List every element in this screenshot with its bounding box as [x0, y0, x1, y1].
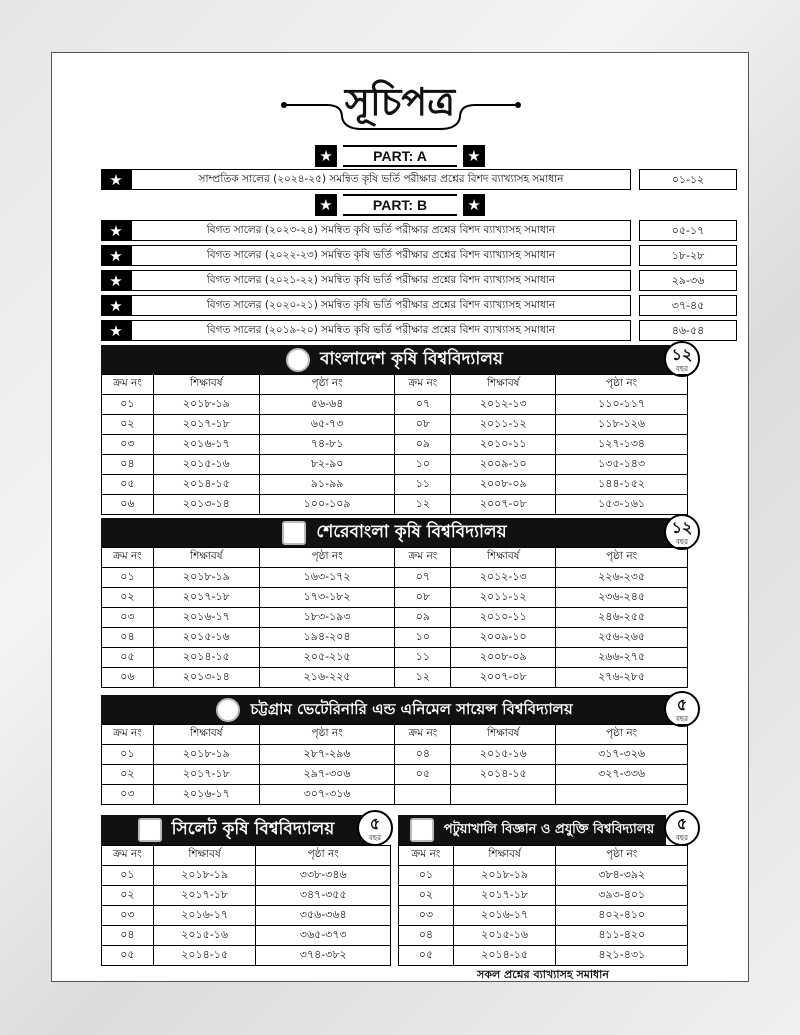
column-header: পৃষ্ঠা নং — [556, 725, 688, 745]
part-a-label: PART: A — [343, 145, 457, 167]
table-cell: ০৭ — [395, 395, 451, 415]
table-row — [102, 415, 688, 435]
table-cell — [451, 785, 556, 805]
years-badge — [664, 341, 700, 377]
table-cell: ১১ — [395, 475, 451, 495]
table-cell: ০৩ — [102, 435, 154, 455]
table-header-row — [102, 725, 688, 745]
column-header: শিক্ষাবর্ষ — [451, 548, 556, 568]
years-label: বছর — [676, 365, 688, 373]
column-header: ক্রম নং — [102, 846, 154, 866]
university-name: চট্টগ্রাম ভেটেরিনারি এন্ড এনিমেল সায়েন্স বিশ্ববিদ্যালয় — [250, 699, 573, 718]
table-row — [102, 628, 688, 648]
row-pages: ০৫-১৭ — [639, 220, 737, 241]
table-cell: ১৬৩-১৭২ — [259, 568, 395, 588]
university-name: পটুয়াখালি বিজ্ঞান ও প্রযুক্তি বিশ্ববিদ্যালয় — [443, 821, 655, 837]
table-header-row — [399, 846, 688, 866]
table-row — [102, 668, 688, 688]
university-seal-icon — [286, 348, 310, 372]
table-row — [102, 568, 688, 588]
table-cell: ১১ — [395, 648, 451, 668]
table-cell: ০১ — [102, 568, 154, 588]
table-cell: ২০০৮-০৯ — [451, 475, 556, 495]
table-cell: ৩৭৪-৩৮২ — [256, 946, 391, 966]
table-cell: ২০১৭-১৮ — [153, 886, 256, 906]
column-header: শিক্ষাবর্ষ — [153, 375, 259, 395]
table-cell: ২০১৩-১৪ — [153, 668, 259, 688]
bau-header — [101, 345, 688, 375]
university-seal-icon — [410, 818, 434, 842]
years-count: ১২ — [671, 518, 693, 537]
table-cell: ০৮ — [395, 415, 451, 435]
contents-page — [51, 52, 749, 982]
table-cell: ২০০৯-১০ — [451, 628, 556, 648]
university-seal-icon — [282, 521, 306, 545]
table-cell: ২০১৬-১৭ — [453, 906, 556, 926]
table-cell: ২০১২-১৩ — [451, 395, 556, 415]
sau-table — [101, 547, 688, 688]
table-cell: ০৫ — [395, 765, 451, 785]
table-cell: ২০১৮-১৯ — [153, 395, 259, 415]
table-cell: ২০১৪-১৫ — [153, 946, 256, 966]
column-header: শিক্ষাবর্ষ — [451, 725, 556, 745]
star-icon: ★ — [101, 270, 131, 291]
years-badge — [664, 810, 700, 846]
table-cell: ০৪ — [395, 745, 451, 765]
table-cell: ১২৭-১৩৪ — [556, 435, 688, 455]
table-cell: ১০০-১০৯ — [259, 495, 395, 515]
table-cell: ০৩ — [102, 608, 154, 628]
star-icon: ★ — [101, 320, 131, 341]
table-cell: ২০১১-১২ — [451, 415, 556, 435]
column-header: ক্রম নং — [395, 375, 451, 395]
table-cell: ৩৫৬-৩৬৪ — [256, 906, 391, 926]
table-cell: ১০ — [395, 455, 451, 475]
row-pages: ০১-১২ — [639, 169, 737, 190]
years-count: ৫ — [369, 814, 381, 833]
star-icon: ★ — [101, 220, 131, 241]
university-name: সিলেট কৃষি বিশ্ববিদ্যালয় — [171, 819, 335, 839]
table-cell: ১৯৪-২০৪ — [259, 628, 395, 648]
years-count: ৫ — [676, 814, 688, 833]
part-b-row — [101, 270, 705, 291]
table-cell: ০৩ — [399, 906, 454, 926]
table-cell — [556, 785, 688, 805]
table-cell: ০৩ — [102, 785, 154, 805]
star-icon: ★ — [315, 194, 337, 216]
years-label: বছর — [369, 834, 381, 842]
years-label: বছর — [676, 538, 688, 546]
table-row — [399, 946, 688, 966]
table-row — [102, 475, 688, 495]
row-pages: ৪৬-৫৪ — [639, 320, 737, 341]
part-b-row — [101, 320, 705, 341]
university-name: বাংলাদেশ কৃষি বিশ্ববিদ্যালয় — [320, 349, 503, 369]
table-row — [102, 906, 391, 926]
table-cell: ২০১৭-১৮ — [453, 886, 556, 906]
table-row — [102, 785, 688, 805]
table-cell: ১২ — [395, 668, 451, 688]
years-count: ৫ — [676, 695, 688, 714]
table-row — [102, 608, 688, 628]
table-cell: ২০১০-১১ — [451, 435, 556, 455]
column-header: পৃষ্ঠা নং — [259, 548, 395, 568]
star-icon: ★ — [463, 194, 485, 216]
bau-table — [101, 374, 688, 515]
table-cell: ০২ — [102, 886, 154, 906]
table-cell: ২৬৬-২৭৫ — [556, 648, 688, 668]
table-cell: ০৪ — [102, 455, 154, 475]
table-cell: ০৫ — [102, 946, 154, 966]
sylhet-table-body — [102, 846, 391, 966]
table-cell: ৩৩৮-৩৪৬ — [256, 866, 391, 886]
table-row — [102, 395, 688, 415]
table-cell: ৪০২-৪১০ — [556, 906, 688, 926]
table-cell: ৭৪-৮১ — [259, 435, 395, 455]
table-cell: ০৫ — [399, 946, 454, 966]
table-row — [399, 926, 688, 946]
table-cell: ২৪৬-২৫৫ — [556, 608, 688, 628]
table-row — [399, 866, 688, 886]
column-header: শিক্ষাবর্ষ — [153, 846, 256, 866]
years-badge — [664, 691, 700, 727]
column-header: ক্রম নং — [102, 375, 154, 395]
table-cell: ২৩৬-২৪৫ — [556, 588, 688, 608]
table-cell: ০৮ — [395, 588, 451, 608]
table-cell: ২০১৮-১৯ — [453, 866, 556, 886]
table-cell: ০৪ — [399, 926, 454, 946]
table-cell: ২৫৬-২৬৫ — [556, 628, 688, 648]
table-cell: ২০০৮-০৯ — [451, 648, 556, 668]
years-count: ১২ — [671, 345, 693, 364]
table-row — [399, 906, 688, 926]
table-cell: ২০১৭-১৮ — [153, 415, 259, 435]
table-cell: ১৮৩-১৯৩ — [259, 608, 395, 628]
table-cell: ০৬ — [102, 495, 154, 515]
table-cell: ০২ — [102, 415, 154, 435]
table-cell: ৩৬৫-৩৭৩ — [256, 926, 391, 946]
star-icon: ★ — [101, 169, 131, 190]
column-header: ক্রম নং — [102, 725, 154, 745]
row-description: বিগত সালের (২০১৯-২০) সমন্বিত কৃষি ভর্তি পরীক্ষার প্রশ্নের বিশদ ব্যাখ্যাসহ সমাধান — [131, 320, 631, 341]
row-description: বিগত সালের (২০২০-২১) সমন্বিত কৃষি ভর্তি পরীক্ষার প্রশ্নের বিশদ ব্যাখ্যাসহ সমাধান — [131, 295, 631, 316]
part-a-heading — [52, 145, 748, 167]
cvasu-header — [101, 695, 688, 725]
table-cell: ২০১৪-১৫ — [453, 946, 556, 966]
part-b-row — [101, 220, 705, 241]
table-cell: ২০১৫-১৬ — [153, 628, 259, 648]
table-cell: ২০১৪-১৫ — [451, 765, 556, 785]
table-row — [102, 648, 688, 668]
table-cell: ২০১১-১২ — [451, 588, 556, 608]
table-cell: ২২৬-২৩৫ — [556, 568, 688, 588]
table-cell: ৪১১-৪২০ — [556, 926, 688, 946]
column-header: শিক্ষাবর্ষ — [451, 375, 556, 395]
row-description: বিগত সালের (২০২৩-২৪) সমন্বিত কৃষি ভর্তি পরীক্ষার প্রশ্নের বিশদ ব্যাখ্যাসহ সমাধান — [131, 220, 631, 241]
column-header: পৃষ্ঠা নং — [259, 725, 395, 745]
table-cell: ২০০৭-০৮ — [451, 495, 556, 515]
table-cell: ০৯ — [395, 608, 451, 628]
table-cell: ২৭৬-২৮৫ — [556, 668, 688, 688]
table-row — [102, 588, 688, 608]
column-header: পৃষ্ঠা নং — [259, 375, 395, 395]
column-header: শিক্ষাবর্ষ — [153, 725, 259, 745]
table-cell: ৮২-৯০ — [259, 455, 395, 475]
column-header: ক্রম নং — [395, 548, 451, 568]
table-row — [102, 455, 688, 475]
table-cell: ২০১৫-১৬ — [153, 455, 259, 475]
part-b-row — [101, 295, 705, 316]
table-row — [399, 886, 688, 906]
star-icon: ★ — [463, 145, 485, 167]
sau-table-body — [102, 548, 688, 688]
table-cell: ২৯৭-৩০৬ — [259, 765, 395, 785]
part-b-heading — [52, 194, 748, 216]
table-cell: ০৬ — [102, 668, 154, 688]
star-icon: ★ — [101, 295, 131, 316]
table-header-row — [102, 375, 688, 395]
table-row — [102, 866, 391, 886]
table-cell: ২০১৬-১৭ — [153, 608, 259, 628]
page-title: সূচিপত্র — [344, 79, 456, 124]
column-header: ক্রম নং — [102, 548, 154, 568]
table-row — [102, 435, 688, 455]
table-cell: ২০১৫-১৬ — [451, 745, 556, 765]
table-cell: ১১০-১১৭ — [556, 395, 688, 415]
table-cell: ২০১৬-১৭ — [153, 906, 256, 926]
table-cell: ২০১৩-১৪ — [153, 495, 259, 515]
table-cell: ০১ — [399, 866, 454, 886]
table-cell: ০১ — [102, 866, 154, 886]
row-pages: ১৮-২৮ — [639, 245, 737, 266]
table-cell: ২০১৪-১৫ — [153, 475, 259, 495]
table-cell: ০৯ — [395, 435, 451, 455]
table-cell: ২০১৮-১৯ — [153, 568, 259, 588]
university-seal-icon — [216, 698, 240, 722]
table-cell: ৩৮৪-৩৯২ — [556, 866, 688, 886]
table-cell: ২৮৭-২৯৬ — [259, 745, 395, 765]
cvasu-table — [101, 724, 688, 805]
table-row — [102, 745, 688, 765]
table-cell: ০২ — [102, 588, 154, 608]
table-cell: ২০১২-১৩ — [451, 568, 556, 588]
table-cell: ৯১-৯৯ — [259, 475, 395, 495]
table-cell: ১১৮-১২৬ — [556, 415, 688, 435]
column-header: শিক্ষাবর্ষ — [453, 846, 556, 866]
table-cell: ২০১৬-১৭ — [153, 785, 259, 805]
sylhet-table — [101, 845, 391, 966]
table-cell: ২০৫-২১৫ — [259, 648, 395, 668]
table-cell: ২০১৭-১৮ — [153, 588, 259, 608]
years-label: বছর — [676, 834, 688, 842]
part-a-row — [101, 169, 705, 190]
table-cell: ০১ — [102, 745, 154, 765]
table-cell: ১৪৪-১৫২ — [556, 475, 688, 495]
table-cell: ২০১৭-১৮ — [153, 765, 259, 785]
table-cell — [395, 785, 451, 805]
row-description: সাম্প্রতিক সালের (২০২৪-২৫) সমন্বিত কৃষি ভর্তি পরীক্ষার প্রশ্নের বিশদ ব্যাখ্যাসহ সমাধান — [131, 169, 631, 190]
part-b-row — [101, 245, 705, 266]
table-header-row — [102, 548, 688, 568]
table-row — [102, 765, 688, 785]
bau-table-body — [102, 375, 688, 515]
footer-note: সকল প্রশ্নের ব্যাখ্যাসহ সমাধান — [477, 968, 609, 981]
pstu-header — [398, 815, 666, 845]
column-header: পৃষ্ঠা নং — [556, 846, 688, 866]
table-cell: ০৫ — [102, 475, 154, 495]
row-description: বিগত সালের (২০২২-২৩) সমন্বিত কৃষি ভর্তি পরীক্ষার প্রশ্নের বিশদ ব্যাখ্যাসহ সমাধান — [131, 245, 631, 266]
table-cell: ১৩৫-১৪৩ — [556, 455, 688, 475]
table-cell: ৩৯৩-৪০১ — [556, 886, 688, 906]
table-cell: ২০১৮-১৯ — [153, 866, 256, 886]
table-cell: ১২ — [395, 495, 451, 515]
column-header: ক্রম নং — [395, 725, 451, 745]
cvasu-table-body — [102, 725, 688, 805]
table-cell: ৩০৭-৩১৬ — [259, 785, 395, 805]
table-cell: ২০০৭-০৮ — [451, 668, 556, 688]
table-cell: ২০১৮-১৯ — [153, 745, 259, 765]
table-cell: ২১৬-২২৫ — [259, 668, 395, 688]
table-cell: ৩২৭-৩৩৬ — [556, 765, 688, 785]
row-pages: ২৯-৩৬ — [639, 270, 737, 291]
years-badge — [357, 810, 393, 846]
table-cell: ২০১০-১১ — [451, 608, 556, 628]
star-icon: ★ — [315, 145, 337, 167]
table-cell: ০৫ — [102, 648, 154, 668]
table-header-row — [102, 846, 391, 866]
table-cell: ০৭ — [395, 568, 451, 588]
column-header: শিক্ষাবর্ষ — [153, 548, 259, 568]
pstu-table — [398, 845, 688, 966]
table-cell: ২০১৫-১৬ — [453, 926, 556, 946]
column-header: পৃষ্ঠা নং — [556, 548, 688, 568]
pstu-table-body — [399, 846, 688, 966]
column-header: ক্রম নং — [399, 846, 454, 866]
part-b-label: PART: B — [343, 194, 457, 216]
table-row — [102, 495, 688, 515]
column-header: পৃষ্ঠা নং — [556, 375, 688, 395]
column-header: পৃষ্ঠা নং — [256, 846, 391, 866]
table-row — [102, 926, 391, 946]
table-cell: ০৪ — [102, 628, 154, 648]
table-cell: ২০০৯-১০ — [451, 455, 556, 475]
table-cell: ১০ — [395, 628, 451, 648]
years-label: বছর — [676, 715, 688, 723]
table-cell: ২০১৪-১৫ — [153, 648, 259, 668]
table-cell: ৩৪৭-৩৫৫ — [256, 886, 391, 906]
table-cell: ০৩ — [102, 906, 154, 926]
sylhet-header — [101, 815, 371, 845]
table-cell: ৬৫-৭৩ — [259, 415, 395, 435]
row-pages: ৩৭-৪৫ — [639, 295, 737, 316]
table-cell: ২০১৬-১৭ — [153, 435, 259, 455]
sau-header — [101, 518, 688, 548]
table-cell: ০৪ — [102, 926, 154, 946]
table-cell: ১৫৩-১৬১ — [556, 495, 688, 515]
title-banner — [52, 67, 748, 137]
table-cell: ৩১৭-৩২৬ — [556, 745, 688, 765]
table-cell: ২০১৫-১৬ — [153, 926, 256, 946]
table-cell: ০২ — [102, 765, 154, 785]
row-description: বিগত সালের (২০২১-২২) সমন্বিত কৃষি ভর্তি পরীক্ষার প্রশ্নের বিশদ ব্যাখ্যাসহ সমাধান — [131, 270, 631, 291]
star-icon: ★ — [101, 245, 131, 266]
years-badge — [664, 514, 700, 550]
university-name: শেরেবাংলা কৃষি বিশ্ববিদ্যালয় — [316, 522, 507, 542]
table-row — [102, 946, 391, 966]
table-cell: ১৭৩-১৮২ — [259, 588, 395, 608]
table-cell: ৪২১-৪৩১ — [556, 946, 688, 966]
table-cell: ০১ — [102, 395, 154, 415]
table-cell: ০২ — [399, 886, 454, 906]
university-seal-icon — [138, 818, 162, 842]
table-row — [102, 886, 391, 906]
table-cell: ৫৬-৬৪ — [259, 395, 395, 415]
